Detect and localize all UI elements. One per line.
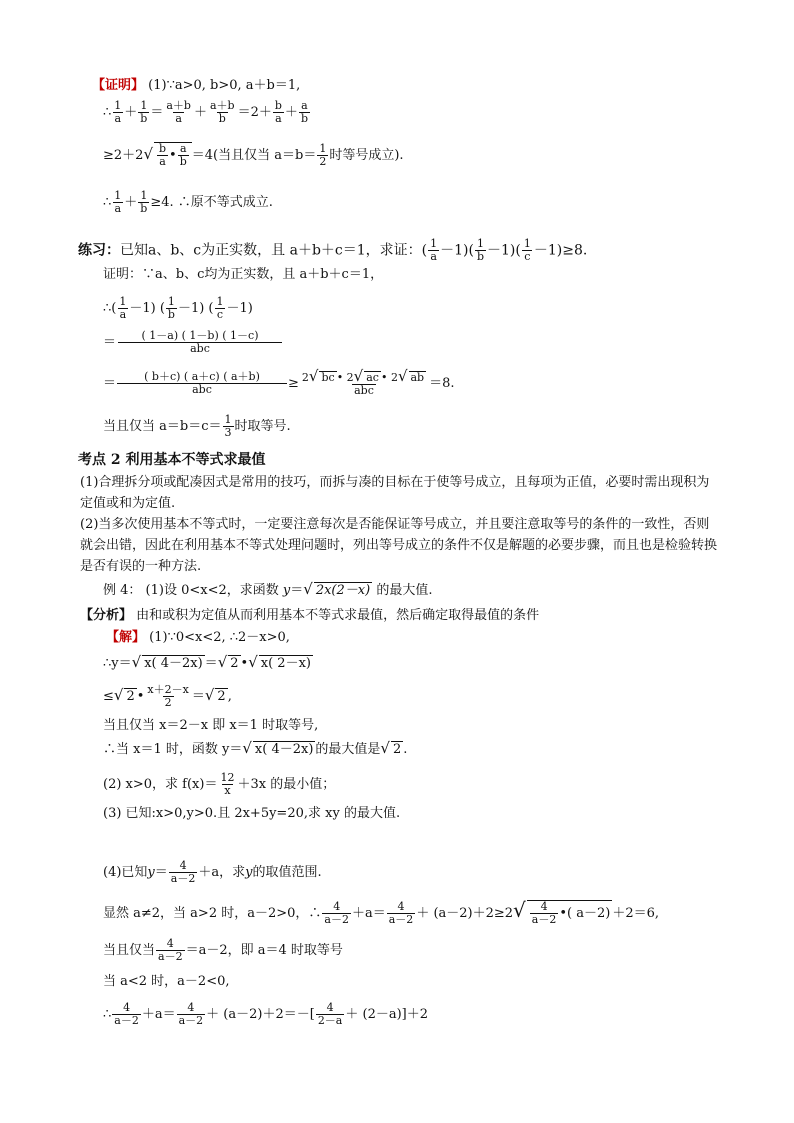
proof1-conclusion: ∴ $\frac{1}{a}$ ＋ $\frac{1}{b}$ ≥4. ∴原不等式成立. — [103, 189, 273, 215]
solution-header: 【解】 (1)∵0<x<2, ∴2－x>0, — [106, 630, 290, 645]
fraction: $\frac{1}{b}$ — [140, 99, 148, 125]
analysis-tag: 【分析】 — [80, 608, 133, 623]
question-4: (4)已知y＝ $\frac{4}{a-2}$ ＋a，求y的取值范围. — [103, 859, 322, 885]
section-title: 考点 2 利用基本不等式求最值 — [78, 452, 266, 468]
proof2-line4: ＝ $\frac{( b+c) ( a+c) ( a+b)}{\text{abc}}$ ≥ $\frac{2√ bc • 2√ ac • 2√ ab}{\text{abc}}$ ＝8. — [103, 367, 455, 397]
proof1-line3: ≥2＋2√ $\frac{b}{a}$ • $\frac{a}{b}$ ＝4(当且仅当 a＝b＝ $\frac{1}{2}$ 时等号成立). — [103, 142, 404, 168]
example-4: 例 4： (1)设 0<x<2，求函数 y＝√ 2x(2－x) 的最大值. — [103, 580, 433, 598]
square-root: $\frac{b}{a}$ • $\frac{a}{b}$ — [154, 142, 192, 168]
fraction: $\frac{a+b}{b}$ — [209, 99, 235, 125]
paragraph-1: (1)合理拆分项或配凑因式是常用的技巧，而拆与凑的目标在于使等号成立，且每项为正值，必要时需出现积为定值或和为定值. — [80, 475, 710, 511]
proof2-header: 证明：∵a、b、c均为正实数，且 a＋b＋c＝1， — [103, 267, 384, 282]
practice-label: 练习： — [78, 242, 120, 259]
proof1-condition: (1)∵a>0, b>0, a＋b＝1, — [148, 78, 301, 93]
question-3: (3) 已知:x>0,y>0.且 2x+5y=20,求 xy 的最大值. — [103, 806, 401, 821]
radical-sign: √ — [143, 145, 153, 163]
fraction: $\frac{b}{a}$ — [274, 99, 282, 125]
solution4-line4: ∴ $\frac{4}{a-2}$ ＋a＝ $\frac{4}{a-2}$ ＋ (a－2)＋2＝－[ $\frac{4}{2-a}$ ＋ (2－a)]＋2 — [103, 1001, 429, 1027]
therefore-sign: ∴ — [103, 105, 112, 120]
question-2: (2) x>0，求 f(x)＝ $\frac{12}{x}$ ＋3x 的最小值； — [103, 771, 336, 797]
solution-line5: ∴当 x＝1 时，函数 y＝√ x( 4－2x) 的最大值是√ 2 . — [103, 739, 408, 757]
paragraph-2: (2)当多次使用基本不等式时，一定要注意每次是否能保证等号成立，并且要注意取等号的条件的一致性，否则就会出错，因此在利用基本不等式处理问题时，列出等号成立的条件不仅是解题的必要步骤，而且也是检验转换是否有误的一种方法. — [80, 517, 718, 574]
proof2-equality-condition: 当且仅当 a＝b＝c＝ $\frac{1}{3}$ 时取等号. — [103, 413, 291, 439]
analysis-line: 【分析】 由和或积为定值从而利用基本不等式求最值，然后确定取得最值的条件 — [80, 608, 540, 623]
fraction: $\frac{1}{2}$ — [319, 142, 327, 168]
solution4-line2: 当且仅当 $\frac{4}{a-2}$ ＝a－2，即 a＝4 时取等号 — [103, 937, 343, 963]
fraction: $\frac{a}{b}$ — [300, 99, 308, 125]
fraction: $\frac{1}{a}$ — [114, 99, 122, 125]
proof1-header — [92, 78, 300, 94]
proof2-line2: ∴( $\frac{1}{a}$ －1) ( $\frac{1}{b}$ －1) ( $\frac{1}{c}$ －1) — [103, 295, 253, 321]
solution-line3: ≤√ 2 • $\frac{x+2-x}{2}$ ＝√ 2 , — [103, 683, 232, 709]
solution-tag: 【解】 — [106, 630, 146, 645]
fraction: $\frac{a+b}{a}$ — [166, 99, 191, 125]
solution4-line3: 当 a<2 时，a－2<0, — [103, 974, 230, 989]
solution-line2: ∴y＝√ x( 4－2x) ＝√ 2 •√ x( 2－x) — [103, 653, 311, 671]
solution-line4: 当且仅当 x＝2－x 即 x＝1 时取等号, — [103, 718, 319, 733]
proof-tag: 【证明】 — [92, 78, 145, 93]
solution4-line1: 显然 a≠2，当 a>2 时，a－2>0，∴ $\frac{4}{a-2}$ ＋a＝ $\frac{4}{a-2}$ ＋ (a－2)＋2≥2√ $\frac{4}{a-2}$ •( a－2) ＋2＝6, — [103, 898, 660, 926]
proof1-line2: ∴ $\frac{1}{a}$ ＋ $\frac{1}{b}$ ＝ $\frac{a+b}{a}$ ＋ $\frac{a+b}{b}$ ＝2＋ $\frac{b}{a}$ ＋ $\frac{a}{b}$ — [103, 99, 308, 125]
proof2-line3: ＝ $\frac{( 1-a) ( 1-b) ( 1-c)}{\text{abc}}$ — [103, 330, 283, 355]
practice-question: 练习：已知a、b、c为正实数，且 a＋b＋c＝1，求证：( $\frac{1}{a}$ －1)( $\frac{1}{b}$ －1)( $\frac{1}{c}$ －1)≥8. — [78, 237, 588, 263]
